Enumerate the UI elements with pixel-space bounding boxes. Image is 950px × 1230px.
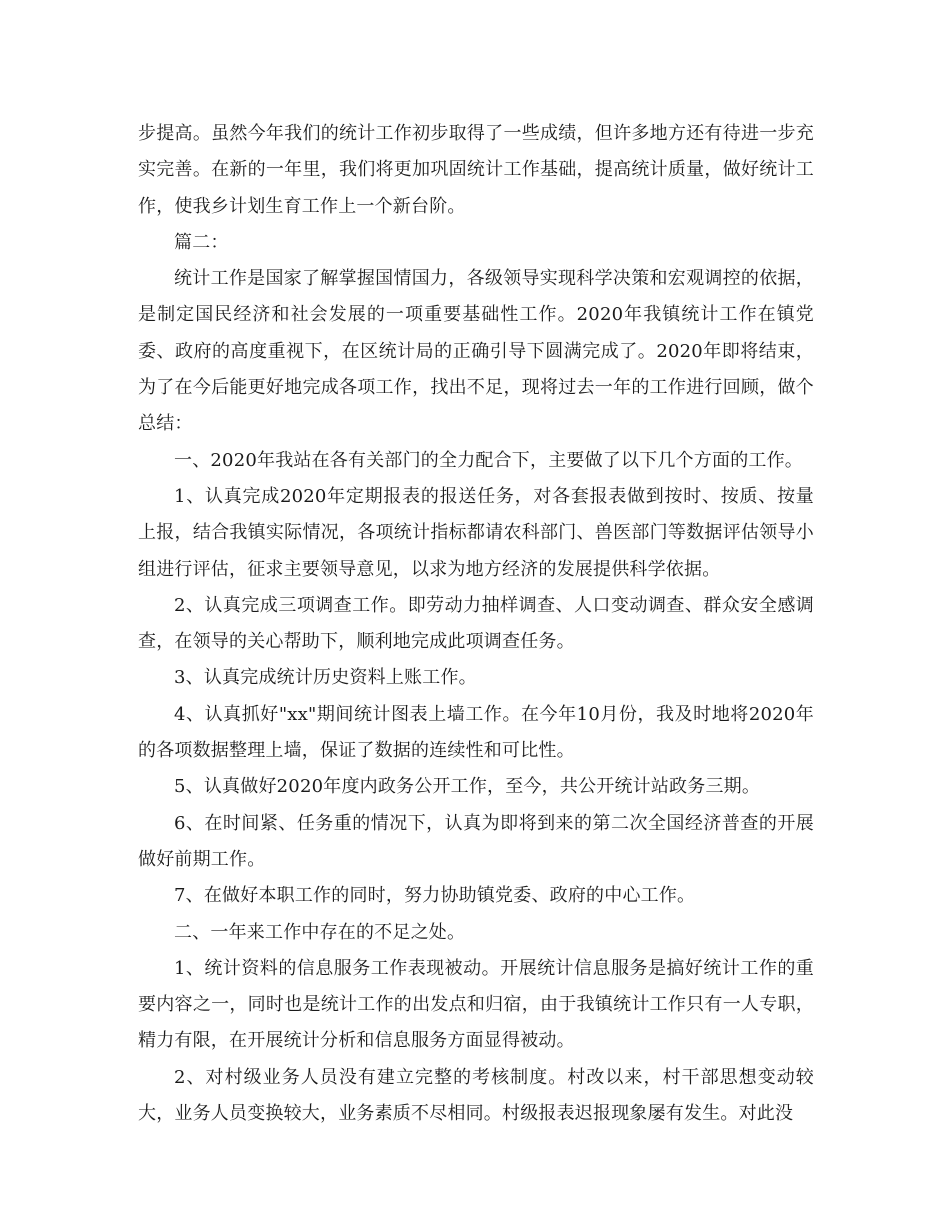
list-item-1: 1、认真完成2020年定期报表的报送任务，对各套报表做到按时、按质、按量上报，结合我镇实际情况，各项统计指标都请农科部门、兽医部门等数据评估领导小组进行评估，征求主要领导意见，以求为地方经济的发展提供科学依据。 (138, 485, 814, 580)
section-heading-shortcomings: 二、一年来工作中存在的不足之处。 (174, 921, 466, 943)
paragraph-continuation: 步提高。虽然今年我们的统计工作初步取得了一些成绩，但许多地方还有待进一步充实完善。在新的一年里，我们将更加巩固统计工作基础，提高统计质量，做好统计工作，使我乡计划生育工作上一个新台阶。 (138, 123, 814, 217)
section-heading-work-done: 一、2020年我站在各有关部门的全力配合下，主要做了以下几个方面的工作。 (174, 449, 804, 471)
paragraph-intro: 统计工作是国家了解掌握国情国力，各级领导实现科学决策和宏观调控的依据，是制定国民经济和社会发展的一项重要基础性工作。2020年我镇统计工作在镇党委、政府的高度重视下，在区统计局的正确引导下圆满完成了。2020年即将结束，为了在今后能更好地完成各项工作，找出不足，现将过去一年的工作进行回顾，做个总结： (138, 268, 814, 435)
list-item-7: 7、在做好本职工作的同时，努力协助镇党委、政府的中心工作。 (174, 885, 696, 907)
list-item-6: 6、在时间紧、任务重的情况下，认真为即将到来的第二次全国经济普查的开展做好前期工作。 (138, 812, 814, 870)
list-item-5: 5、认真做好2020年度内政务公开工作，至今，共公开统计站政务三期。 (174, 776, 761, 798)
document-body (138, 116, 814, 1132)
section-heading-part-two: 篇二： (174, 231, 229, 253)
list-item-3: 3、认真完成统计历史资料上账工作。 (174, 667, 477, 689)
list-item-2: 2、认真完成三项调查工作。即劳动力抽样调查、人口变动调查、群众安全感调查，在领导的关心帮助下，顺利地完成此项调查任务。 (138, 594, 814, 653)
list-item-4: 4、认真抓好"xx"期间统计图表上墙工作。在今年10月份，我及时地将2020年的各项数据整理上墙，保证了数据的连续性和可比性。 (138, 703, 814, 762)
shortcoming-item-1: 1、统计资料的信息服务工作表现被动。开展统计信息服务是搞好统计工作的重要内容之一，同时也是统计工作的出发点和归宿，由于我镇统计工作只有一人专职，精力有限，在开展统计分析和信息服务方面显得被动。 (138, 957, 814, 1052)
shortcoming-item-2: 2、对村级业务人员没有建立完整的考核制度。村改以来，村干部思想变动较大，业务人员变换较大，业务素质不尽相同。村级报表迟报现象屡有发生。对此没 (138, 1066, 814, 1125)
